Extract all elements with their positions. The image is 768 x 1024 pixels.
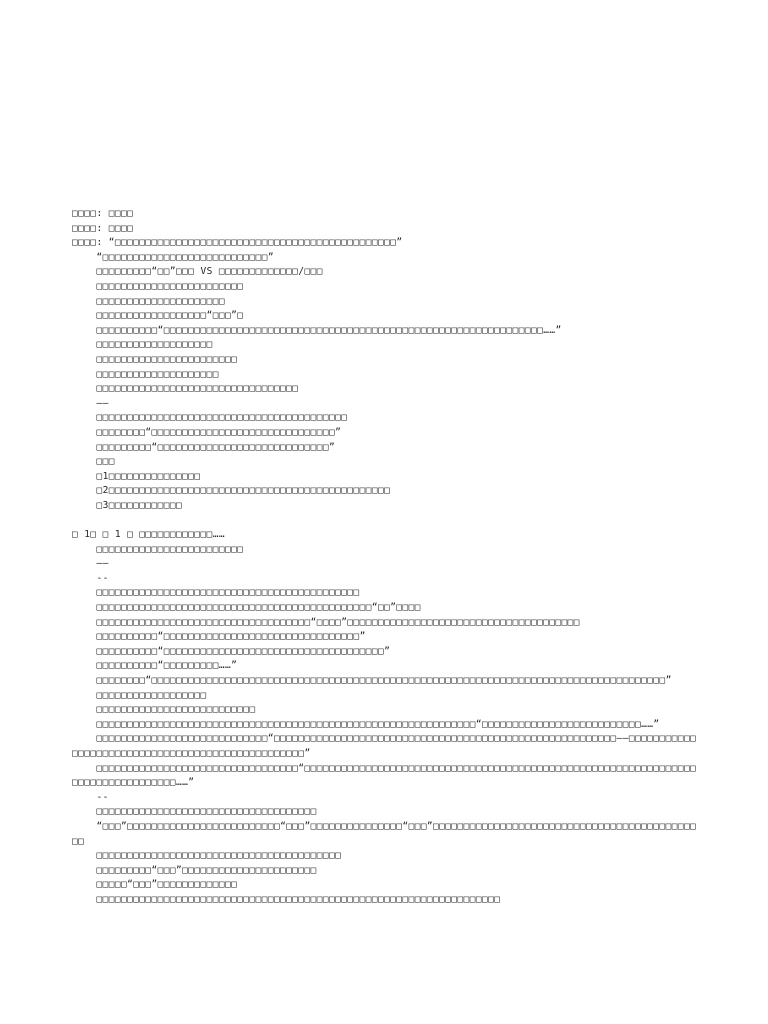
header-line: □□□□: □□□□ [72,222,134,234]
text-line: □□□□□□□□□□□□□□□□□□□□□□□□□□□□□□□□□□□□□□□□□□□□□□□□□□□□□□□□□□□□□□“□□□□□□□□□□□□□□□□□□□□□□□□□□……” [72,718,660,730]
text-line: □□□□□□□□“□□□□□□□□□□□□□□□□□□□□□□□□□□□□□□□□□□□□□□□□□□□□□□□□□□□□□□□□□□□□□□□□□□□□□□□□□□□□□□□□□□□□” [72,675,672,686]
intro-section [72,251,702,514]
text-line: □□□□□□□□□“□□”□□□ VS □□□□□□□□□□□□□/□□□ [72,266,323,278]
text-line: □□□□□□□□□□□□□□□□□□□□□□□□□□□□□□□□□□□□□□□□□□□ [72,587,360,599]
text-line: -- [72,791,109,803]
text-line: “□□□□□□□□□□□□□□□□□□□□□□□□□□□” [72,251,274,263]
text-line: □3□□□□□□□□□□□□ [72,499,183,511]
text-line: □□□□□□□□□□“□□□□□□□□□……” [72,660,238,672]
text-line: □□□□□□□□□□□□□□□□□□□□□□□□□□□□□□□□□“□□□□□□□□□□□□□□□□□□□□□□□□□□□□□□□□□□□□□□□□□□□□□□□□□□□□□□□□□□□□□□□□□□□□□□□□□□□□□□□□□……” [72,762,697,789]
text-line: □□□□□□□□□□□□□□□□□□□□□□□□□□□□□□□□□□□□□□□□□□□□□“□□”□□□□ [72,602,421,614]
text-line: □□□□□□□□□“□□□□□□□□□□□□□□□□□□□□□□□□□□□□” [72,441,336,453]
text-line: □□□□□□□□□□□□□□□□□□□□□□□□□□□□□□□□□□□“□□□□”□□□□□□□□□□□□□□□□□□□□□□□□□□□□□□□□□□□□□□ [72,616,580,628]
chapter-section [72,543,702,908]
text-line: □□□□□□□□□□□□□□□□□□□□□□□ [72,353,238,365]
document-header [72,207,702,251]
text-line: □□□□□□□□□□“□□□□□□□□□□□□□□□□□□□□□□□□□□□□□□□□□□□□□□□□□□□□□□□□□□□□□□□□□□□□□□……” [72,324,562,336]
text-line: □□□□□□□□□□“□□□□□□□□□□□□□□□□□□□□□□□□□□□□□□□□□□□□” [72,645,391,657]
text-line: —— [72,558,109,570]
text-line: “□□□”□□□□□□□□□□□□□□□□□□□□□□□□□“□□□”□□□□□□□□□□□□□□□“□□□”□□□□□□□□□□□□□□□□□□□□□□□□□□□□□□□□□□□□□□□□□□□□□ [72,820,697,847]
text-line: □□□□□□□□□□□□□□□□□□□□□□□□□□□□“□□□□□□□□□□□□□□□□□□□□□□□□□□□□□□□□□□□□□□□□□□□□□□□□□□□□□□□□——□□□□□□□□□□□□□□□□□□□□□□□□□□□□□□□□□□□□□□□□□□□□□□□□□” [72,733,697,759]
text-line: □2□□□□□□□□□□□□□□□□□□□□□□□□□□□□□□□□□□□□□□□□□□□□□□ [72,485,391,497]
header-line: □□□□: “□□□□□□□□□□□□□□□□□□□□□□□□□□□□□□□□□□□□□□□□□□□□□□” [72,237,403,249]
text-line: □□□□□□□□□□□□□□□□□□□□□□□□ [72,543,244,555]
section-spacer [72,513,702,528]
text-line: □□□□□□□□□□□□□□□□□□□□□□□□□□ [72,704,256,716]
text-line: □□□□□□□□□□□□□□□□□□□□□□□□□□□□□□□□□□□□ [72,806,317,818]
document-body [72,207,702,908]
text-line: □□□□□□□□“□□□□□□□□□□□□□□□□□□□□□□□□□□□□□□” [72,426,342,438]
chapter-heading: □ 1□ □ 1 □ □□□□□□□□□□□□…… [72,529,225,541]
text-line: □□□□□□□□□□□□□□□□□□□□□□□□□□□□□□□□□□□□□□□□□ [72,412,348,424]
text-line: □□□□□□□□□□□□□□□□□□□□□□□□□□□□□□□□□ [72,383,299,395]
text-line: □□□□□□□□□□□□□□□□□□□ [72,339,213,351]
text-line: □□□□□□□□□□□□□□□□□□□□□□□□ [72,280,244,292]
text-line: □□□□□“□□□”□□□□□□□□□□□□□ [72,879,238,891]
text-line: —— [72,397,109,409]
text-line: □□□ [72,456,115,468]
text-line: □1□□□□□□□□□□□□□□□ [72,470,201,482]
text-line: □□□□□□□□□□□□□□□□□□□□□□□□□□□□□□□□□□□□□□□□□□□□□□□□□□□□□□□□□□□□□□□□□□ [72,893,501,905]
text-line: □□□□□□□□□□“□□□□□□□□□□□□□□□□□□□□□□□□□□□□□□□□” [72,631,366,643]
text-line: -- [72,572,109,584]
text-line: □□□□□□□□□□□□□□□□□□“□□□”□ [72,310,244,322]
text-line: □□□□□□□□□□□□□□□□□□□□□□□□□□□□□□□□□□□□□□□□ [72,850,342,862]
text-line: □□□□□□□□□□□□□□□□□□□□ [72,368,219,380]
header-line: □□□□: □□□□ [72,208,134,219]
text-line: □□□□□□□□□□□□□□□□□□ [72,689,207,701]
text-line: □□□□□□□□□“□□□”□□□□□□□□□□□□□□□□□□□□□□ [72,864,317,876]
text-line: □□□□□□□□□□□□□□□□□□□□□ [72,295,225,307]
